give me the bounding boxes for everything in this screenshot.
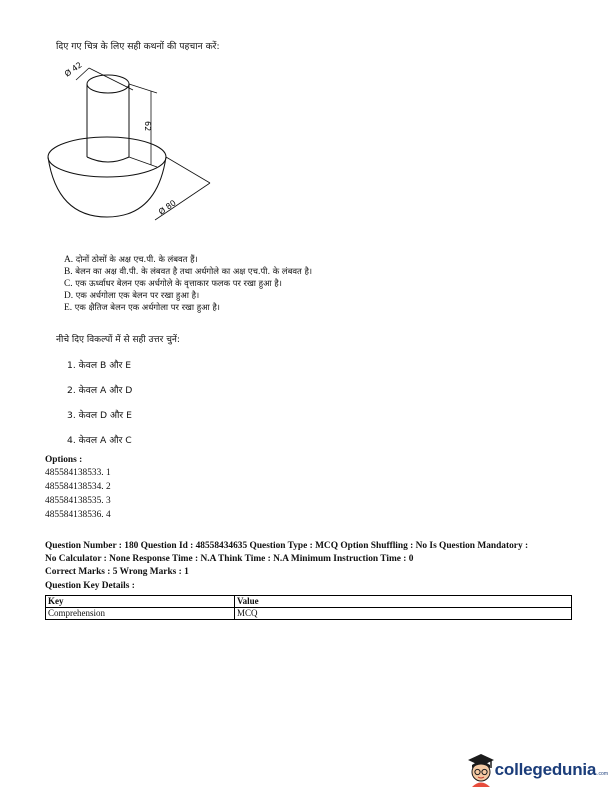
answer-choice-4: 4. केवल A और C bbox=[67, 435, 132, 446]
mascot-icon bbox=[465, 752, 495, 788]
answer-choice-2: 2. केवल A और D bbox=[67, 385, 133, 396]
question-meta-line1: Question Number : 180 Question Id : 48558434635 Question Type : MCQ Option Shuffling : No Is Question Mandatory : bbox=[45, 541, 529, 551]
brand-suffix: .com bbox=[597, 771, 608, 777]
key-details-heading: Question Key Details : bbox=[45, 581, 135, 591]
table-cell-value: MCQ bbox=[235, 608, 572, 620]
key-details-table bbox=[45, 595, 572, 620]
table-header-key: Key bbox=[46, 596, 235, 608]
option-id-1: 485584138533. 1 bbox=[45, 468, 111, 478]
dimension-height: 62 bbox=[143, 121, 152, 132]
answer-choice-1: 1. केवल B और E bbox=[67, 360, 132, 371]
collegedunia-logo[interactable] bbox=[465, 752, 608, 788]
options-heading: Options : bbox=[45, 455, 83, 465]
table-cell-key: Comprehension bbox=[46, 608, 235, 620]
option-id-3: 485584138535. 3 bbox=[45, 496, 111, 506]
option-id-4: 485584138536. 4 bbox=[45, 510, 111, 520]
marks-line: Correct Marks : 5 Wrong Marks : 1 bbox=[45, 567, 189, 577]
table-row bbox=[46, 608, 572, 620]
hemisphere-body bbox=[48, 157, 166, 217]
statement-c: C. एक ऊर्ध्वाधर बेलन एक अर्धगोले के वृत्ताकार फलक पर रखा हुआ है। bbox=[64, 278, 282, 289]
brand-name: collegedunia bbox=[494, 760, 597, 779]
dimension-bottom-diameter: Ø 80 bbox=[156, 198, 178, 217]
answer-choice-3: 3. केवल D और E bbox=[67, 410, 132, 421]
question-meta-line2: No Calculator : None Response Time : N.A Think Time : N.A Minimum Instruction Time : 0 bbox=[45, 554, 414, 564]
statement-b: B. बेलन का अक्ष वी.पी. के लंबवत है तथा अर्धगोले का अक्ष एच.पी. के लंबवत है। bbox=[64, 266, 313, 277]
option-id-2: 485584138534. 2 bbox=[45, 482, 111, 492]
statement-e: E. एक क्षैतिज बेलन एक अर्धगोला पर रखा हुआ है। bbox=[64, 302, 220, 313]
question-title: दिए गए चित्र के लिए सही कथनों की पहचान करें: bbox=[56, 41, 220, 52]
statement-a: A. दोनों ठोसों के अक्ष एच.पी. के लंबवत हैं। bbox=[64, 254, 198, 265]
question-figure bbox=[45, 55, 225, 240]
dimension-top-diameter: Ø 42 bbox=[62, 60, 84, 79]
table-header-value: Value bbox=[235, 596, 572, 608]
choose-prompt: नीचे दिए विकल्पों में से सही उत्तर चुनें: bbox=[56, 335, 180, 345]
table-header-row bbox=[46, 596, 572, 608]
statement-d: D. एक अर्धगोला एक बेलन पर रखा हुआ है। bbox=[64, 290, 200, 301]
hemisphere-top-ellipse bbox=[48, 137, 166, 177]
